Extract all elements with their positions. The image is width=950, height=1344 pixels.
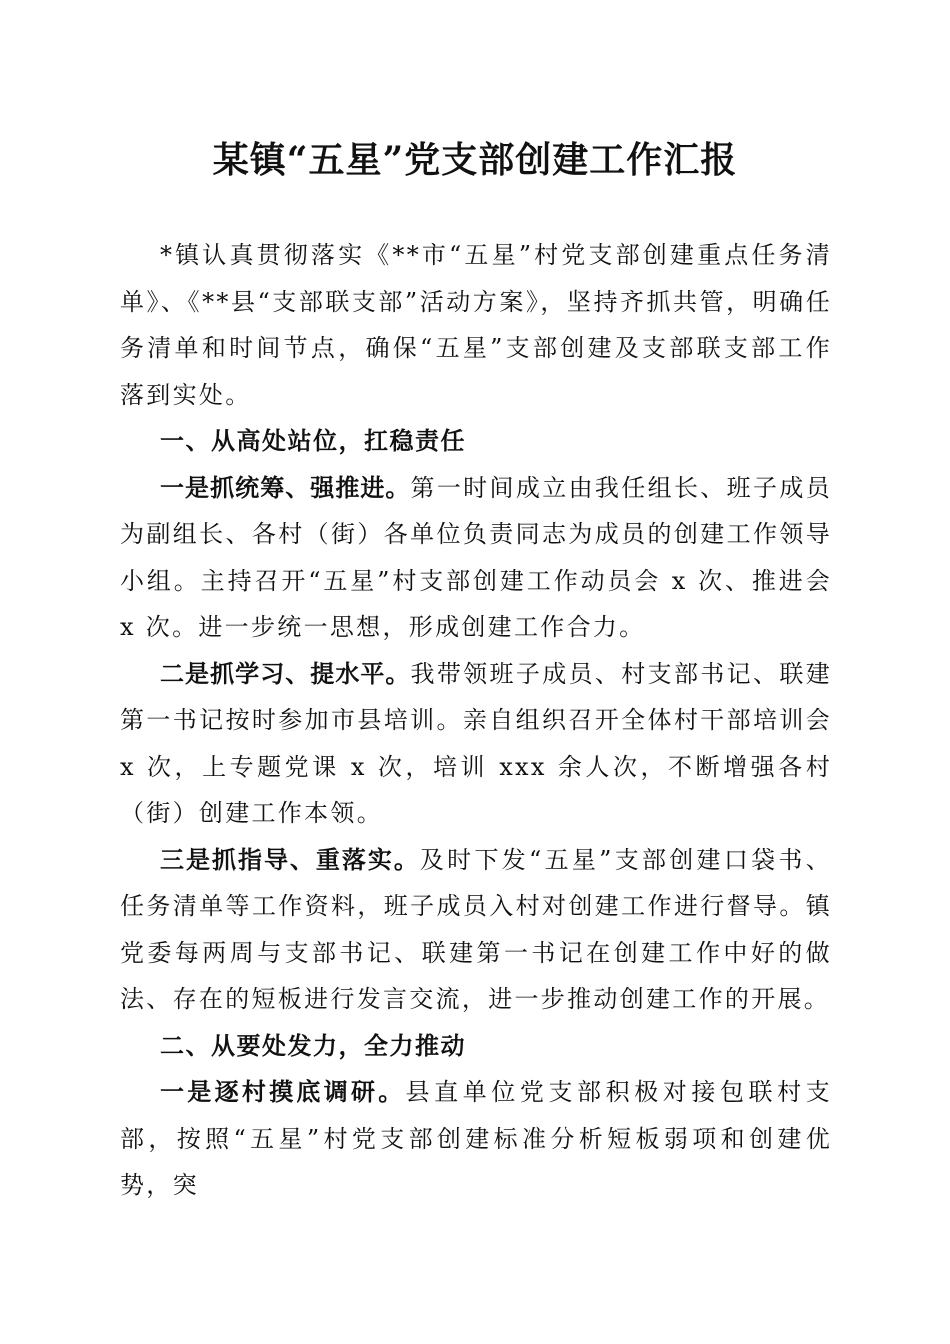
paragraph-text: 及时下发“五星”支部创建口袋书、任务清单等工作资料，班子成员入村对创建工作进行督导。镇党委每两周与支部书记、联建第一书记在创建工作中好的做法、存在的短板进行发言交流，进一步推动创建工作的开展。: [120, 845, 833, 1013]
paragraph-text: 我带领班子成员、村支部书记、联建第一书记按时参加市县培训。亲自组织召开全体村干部培训会 x 次，上专题党课 x 次，培训 xxx 余人次，不断增强各村（街）创建工作本领。: [120, 659, 832, 827]
paragraph-lead: 三是抓指导、重落实。: [160, 845, 420, 874]
paragraph-lead: 一是逐村摸底调研。: [160, 1078, 406, 1106]
intro-paragraph: *镇认真贯彻落实《**市“五星”村党支部创建重点任务清单》、《**县“支部联支部”活动方案》，坚持齐抓共管，明确任务清单和时间节点，确保“五星”支部创建及支部联支部工作落到实处。: [120, 241, 832, 409]
document-body: [120, 232, 832, 1209]
section-heading-1: 一、从高处站位，扛稳责任: [160, 427, 466, 455]
paragraph-text: 第一时间成立由我任组长、班子成员为副组长、各村（街）各单位负责同志为成员的创建工作领导小组。主持召开“五星”村支部创建工作动员会 x 次、推进会 x 次。进一步统一思想，形成创建工作合力。: [120, 473, 832, 641]
document-title: 某镇“五星”党支部创建工作汇报: [212, 139, 738, 181]
section-2-paragraph-1: [120, 1069, 832, 1209]
section-1-paragraph-3: [120, 837, 832, 1023]
section-1-paragraph-2: [120, 651, 832, 837]
section-1-paragraph-1: [120, 465, 832, 651]
paragraph-lead: 二是抓学习、提水平。: [160, 659, 411, 688]
section-heading-2: 二、从要处发力，全力推动: [160, 1031, 466, 1060]
paragraph-text: 县直单位党支部积极对接包联村支部，按照“五星”村党支部创建标准分析短板弱项和创建优势，突: [120, 1078, 833, 1199]
paragraph-lead: 一是抓统筹、强推进。: [160, 473, 411, 502]
